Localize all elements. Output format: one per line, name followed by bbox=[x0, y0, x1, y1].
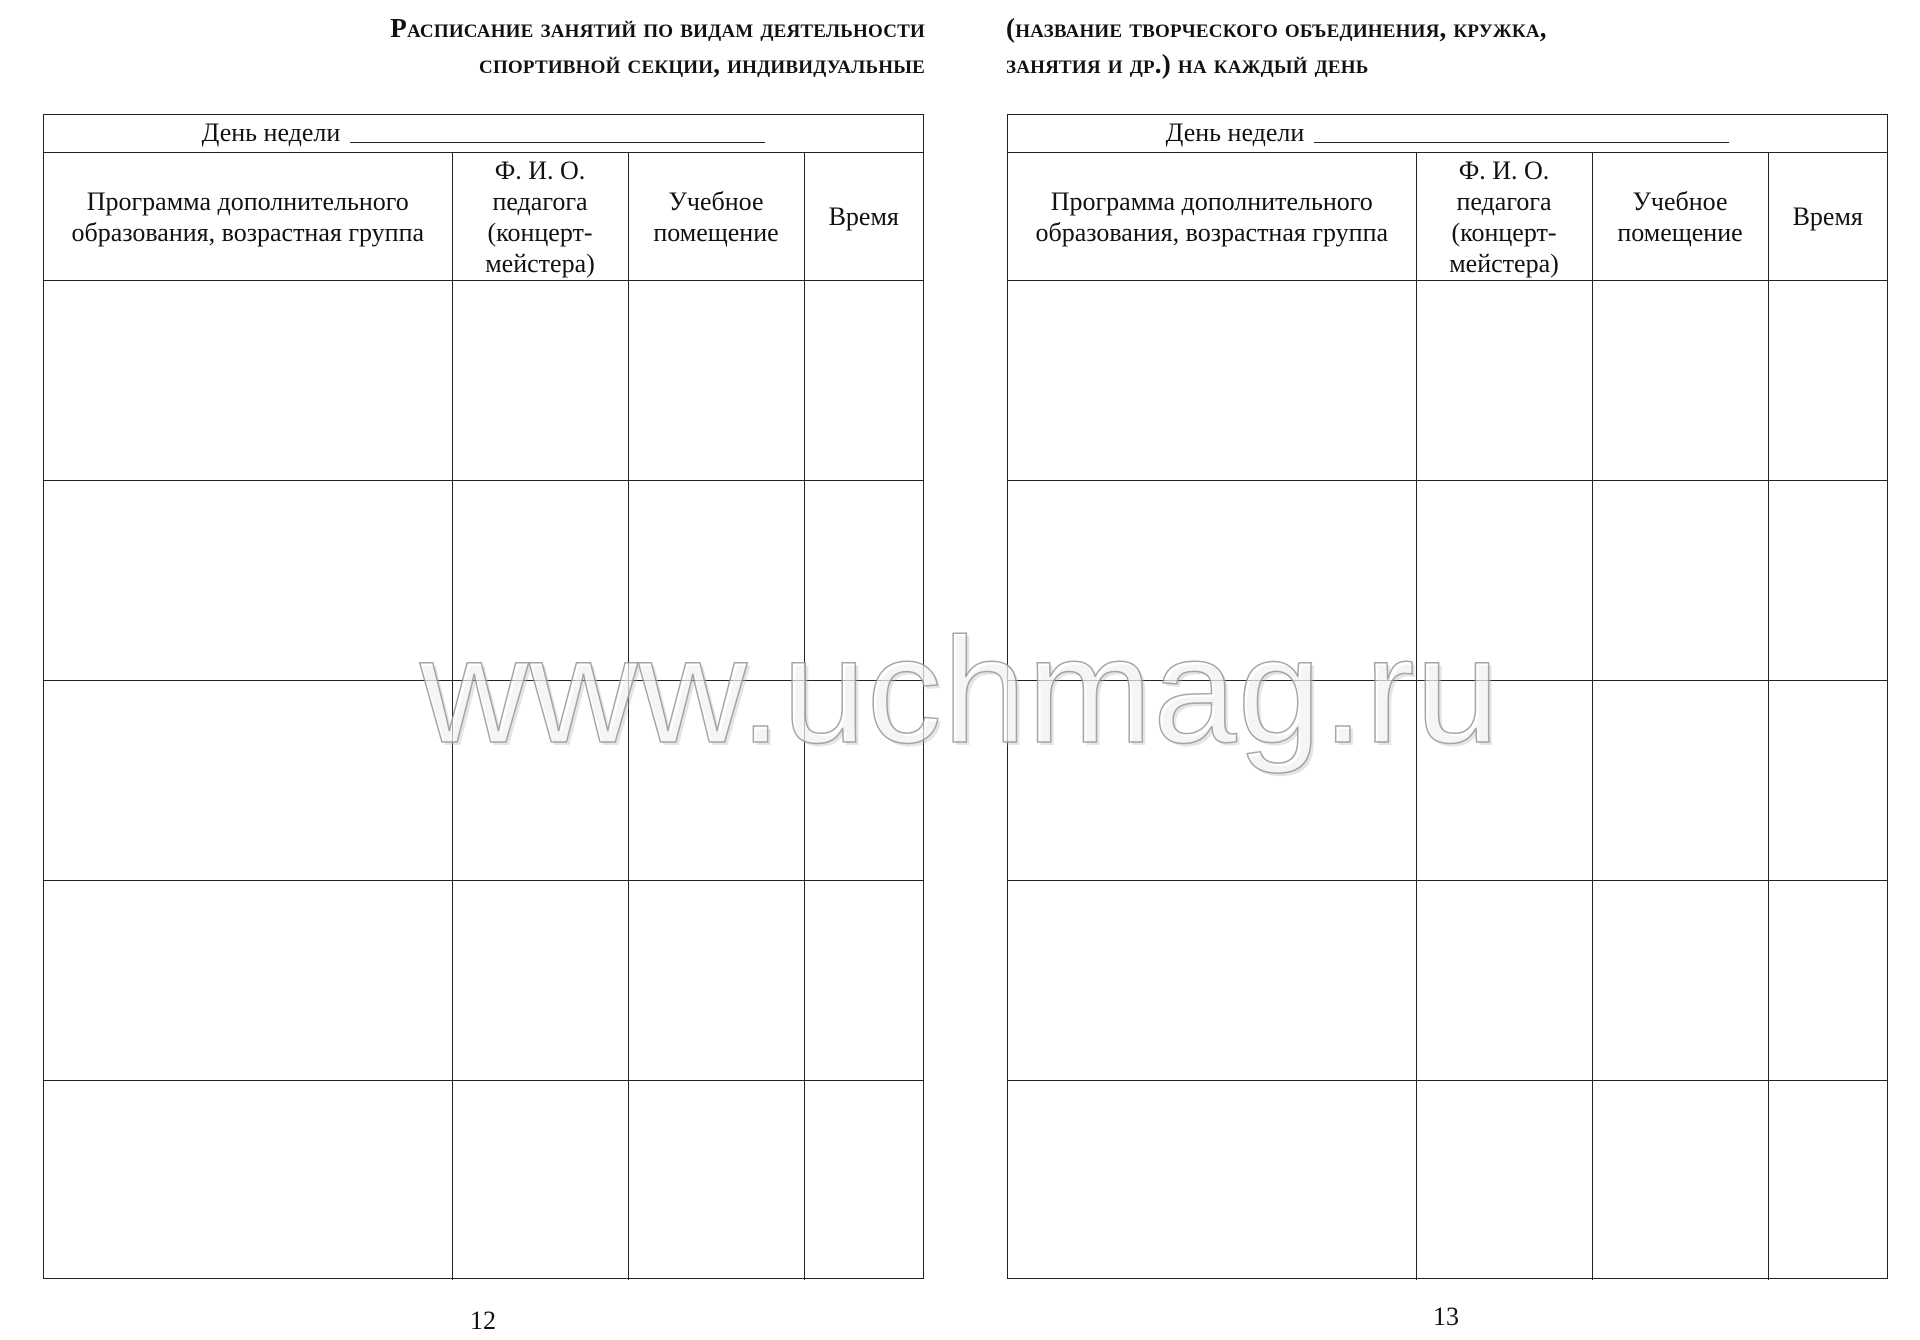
table-cell[interactable] bbox=[1768, 681, 1887, 881]
table-cell[interactable] bbox=[44, 881, 452, 1081]
right-col-teacher bbox=[1416, 153, 1592, 281]
table-cell[interactable] bbox=[628, 681, 804, 881]
table-row bbox=[1008, 481, 1887, 681]
table-cell[interactable] bbox=[628, 1081, 804, 1281]
table-cell[interactable] bbox=[804, 881, 923, 1081]
right-col-time bbox=[1768, 153, 1887, 281]
table-cell[interactable] bbox=[452, 1081, 628, 1281]
table-cell[interactable] bbox=[1416, 281, 1592, 481]
right-col-teacher-text: Ф. И. О. педагога (концерт-мейстера) bbox=[1449, 155, 1559, 278]
table-cell[interactable] bbox=[628, 481, 804, 681]
table-cell[interactable] bbox=[44, 1081, 452, 1281]
right-page bbox=[960, 0, 1920, 1340]
table-cell[interactable] bbox=[1008, 281, 1416, 481]
right-title-line-1: (название творческого объединения, кружка, bbox=[1006, 13, 1547, 43]
table-cell[interactable] bbox=[804, 281, 923, 481]
right-schedule-table bbox=[1007, 114, 1888, 1279]
left-col-time-text: Время bbox=[828, 202, 899, 231]
left-grid bbox=[44, 153, 923, 1280]
left-page-number: 12 bbox=[470, 1306, 496, 1335]
table-cell[interactable] bbox=[1768, 281, 1887, 481]
left-page-title bbox=[25, 10, 925, 82]
left-col-program-text: Программа дополнительного образования, возрастная группа bbox=[71, 186, 425, 247]
left-col-program bbox=[44, 153, 452, 281]
right-day-label: День недели bbox=[1165, 118, 1305, 147]
table-cell[interactable] bbox=[804, 1081, 923, 1281]
table-row bbox=[44, 881, 923, 1081]
table-cell[interactable] bbox=[1768, 1081, 1887, 1281]
table-cell[interactable] bbox=[452, 681, 628, 881]
table-row bbox=[44, 281, 923, 481]
table-cell[interactable] bbox=[1768, 881, 1887, 1081]
table-cell[interactable] bbox=[44, 681, 452, 881]
table-cell[interactable] bbox=[1592, 481, 1768, 681]
table-cell[interactable] bbox=[804, 681, 923, 881]
left-col-room-text: Учебное помещение bbox=[653, 186, 779, 247]
right-page-number: 13 bbox=[1433, 1302, 1459, 1331]
right-page-title bbox=[1006, 10, 1906, 82]
table-row bbox=[1008, 1081, 1887, 1281]
left-title-line-1: Расписание занятий по видам деятельности bbox=[390, 13, 925, 43]
left-header-row bbox=[44, 153, 923, 281]
table-cell[interactable] bbox=[452, 281, 628, 481]
table-row bbox=[44, 1081, 923, 1281]
left-schedule-table bbox=[43, 114, 924, 1279]
table-cell[interactable] bbox=[452, 481, 628, 681]
left-col-room bbox=[628, 153, 804, 281]
table-cell[interactable] bbox=[1592, 681, 1768, 881]
table-cell[interactable] bbox=[44, 481, 452, 681]
left-day-label: День недели bbox=[201, 118, 341, 147]
table-row bbox=[44, 481, 923, 681]
table-cell[interactable] bbox=[1768, 481, 1887, 681]
table-cell[interactable] bbox=[1416, 481, 1592, 681]
table-row bbox=[1008, 281, 1887, 481]
right-grid bbox=[1008, 153, 1887, 1280]
right-col-room-text: Учебное помещение bbox=[1617, 186, 1743, 247]
table-row bbox=[1008, 681, 1887, 881]
right-title-line-2: занятия и др.) на каждый день bbox=[1006, 49, 1369, 79]
right-col-room bbox=[1592, 153, 1768, 281]
table-row bbox=[44, 681, 923, 881]
table-cell[interactable] bbox=[1008, 881, 1416, 1081]
table-cell[interactable] bbox=[1592, 881, 1768, 1081]
right-day-of-week-row bbox=[1008, 115, 1887, 153]
right-day-fill-line bbox=[1314, 116, 1729, 143]
table-cell[interactable] bbox=[1008, 481, 1416, 681]
table-cell[interactable] bbox=[452, 881, 628, 1081]
table-cell[interactable] bbox=[1416, 681, 1592, 881]
right-col-program-text: Программа дополнительного образования, возрастная группа bbox=[1035, 186, 1389, 247]
table-cell[interactable] bbox=[1416, 881, 1592, 1081]
table-cell[interactable] bbox=[1008, 1081, 1416, 1281]
table-cell[interactable] bbox=[804, 481, 923, 681]
right-header-row bbox=[1008, 153, 1887, 281]
watermark: www.uchmag.ru bbox=[419, 606, 1501, 774]
table-row bbox=[1008, 881, 1887, 1081]
left-col-teacher-text: Ф. И. О. педагога (концерт-мейстера) bbox=[485, 155, 595, 278]
right-col-time-text: Время bbox=[1792, 202, 1863, 231]
left-col-time bbox=[804, 153, 923, 281]
left-col-teacher bbox=[452, 153, 628, 281]
left-day-fill-line bbox=[350, 116, 765, 143]
table-cell[interactable] bbox=[628, 881, 804, 1081]
table-cell[interactable] bbox=[44, 281, 452, 481]
table-cell[interactable] bbox=[628, 281, 804, 481]
left-day-of-week-row bbox=[44, 115, 923, 153]
table-cell[interactable] bbox=[1592, 281, 1768, 481]
right-col-program bbox=[1008, 153, 1416, 281]
table-cell[interactable] bbox=[1008, 681, 1416, 881]
table-cell[interactable] bbox=[1416, 1081, 1592, 1281]
left-title-line-2: спортивной секции, индивидуальные bbox=[479, 49, 925, 79]
table-cell[interactable] bbox=[1592, 1081, 1768, 1281]
